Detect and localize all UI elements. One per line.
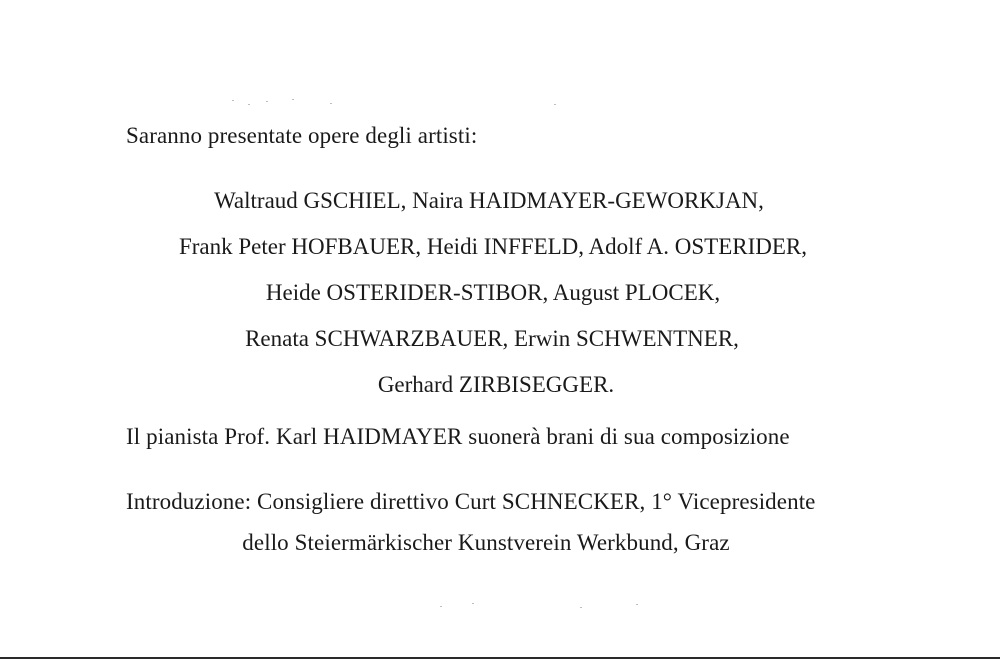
artists-list [0,178,1000,408]
scan-speck [554,104,556,105]
presenter-organization: dello Steiermärkischer Kunstverein Werkbund, Graz [242,530,730,555]
artists-line: Heide OSTERIDER-STIBOR, August PLOCEK, [265,280,721,305]
scan-speck [472,603,474,604]
scan-speck [580,607,582,608]
scan-speck [266,101,268,102]
scan-speck [330,103,332,104]
scan-speck [440,606,442,607]
artists-line: Waltraud GSCHIEL, Naira HAIDMAYER-GEWORKJAN, [214,188,764,213]
intro-label: Saranno presentate opere degli artisti: [126,123,478,148]
pianist-note: Il pianista Prof. Karl HAIDMAYER suonerà brani di sua composizione [126,424,790,449]
artists-line: Gerhard ZIRBISEGGER. [377,372,615,397]
artists-line: Renata SCHWARZBAUER, Erwin SCHWENTNER, [245,326,739,351]
artists-line: Frank Peter HOFBAUER, Heidi INFFELD, Adolf A. OSTERIDER, [178,234,808,259]
scan-speck [232,100,234,101]
scan-speck [248,104,250,105]
scan-speck [292,99,294,100]
introduction-note: Introduzione: Consigliere direttivo Curt SCHNECKER, 1° Vicepresidente [126,489,816,514]
scan-speck [636,604,638,605]
bottom-rule [0,657,1000,659]
